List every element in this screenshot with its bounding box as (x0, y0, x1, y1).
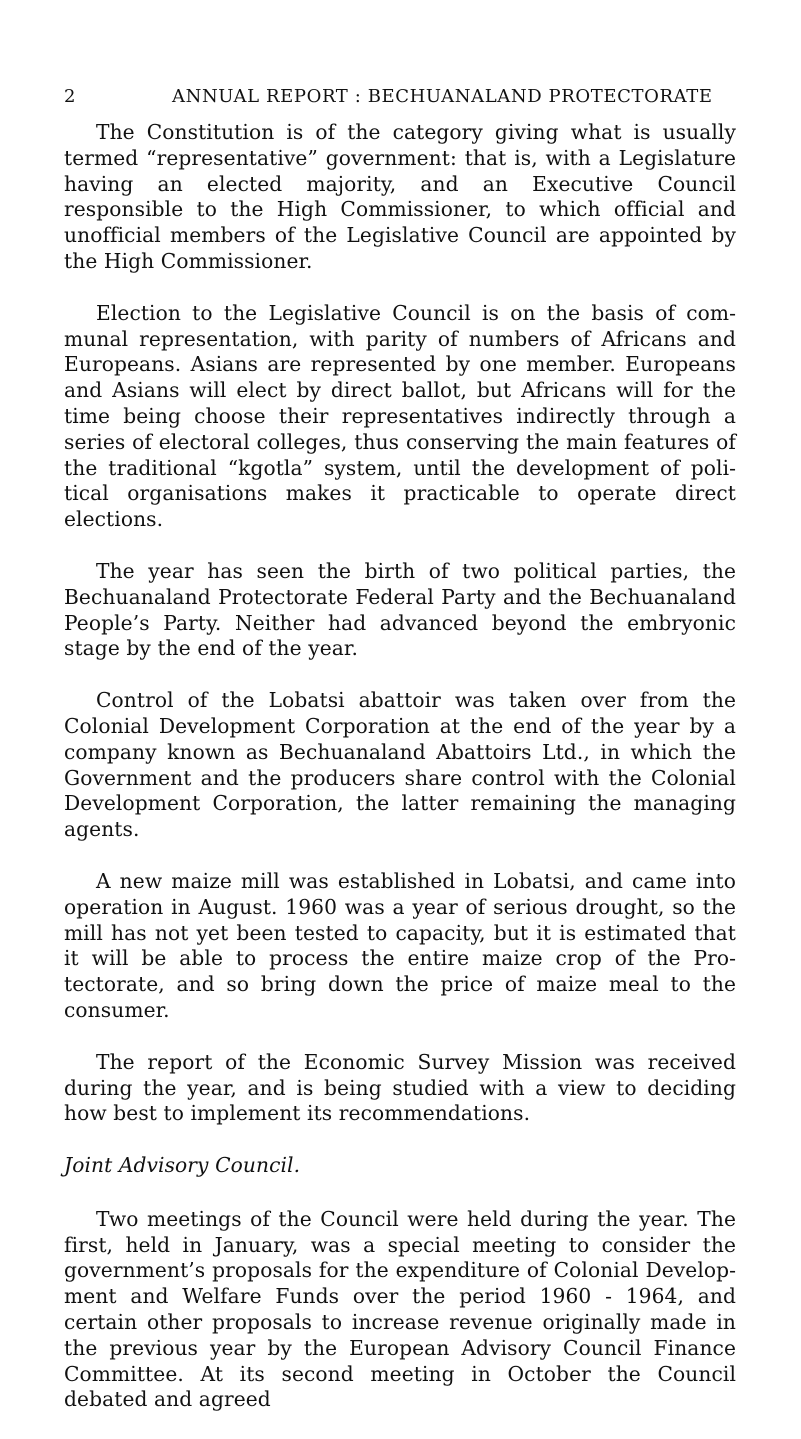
paragraph-maize-mill: A new maize mill was established in Lobatsi, and came into operation in August. 1960 was a year of serious drought, so the mill has not yet been tested to capacity, but it is estimated that it will be able to process the entire maize crop of the Protectorate, and so bring down the price of maize meal to the consumer. (64, 868, 736, 1022)
running-header (64, 86, 713, 114)
section-heading: Joint Advisory Council. (64, 1153, 301, 1178)
paragraph-abattoir: Control of the Lobatsi abattoir was taken over from the Colonial Development Corporation at the end of the year by a company known as Bechuanaland Abattoirs Ltd., in which the Government and the producers share control with the Colonial Development Corporation, the latter remaining the managing agents. (64, 688, 736, 842)
page-number: 2 (64, 86, 77, 107)
paragraph-constitution: The Constitution is of the category giving what is usually termed “representative” government: that is, with a Legislature having an elected majority, and an Executive Council responsible to the High Commissioner, to which official and unofficial members of the Legislative Council are appointed by the High Commissioner. (64, 120, 736, 273)
body-text (64, 120, 736, 1439)
paragraph-council-meetings: Two meetings of the Council were held during the year. The first, held in January, was a special meeting to consider the government’s proposals for the expenditure of Colonial Development and Welfare Funds over the period 1960 - 1964, and certain other proposals to increase revenue originally made in the previous year by the European Advisory Council Finance Committee. At its second meeting in October the Council debated and agreed (64, 1206, 736, 1412)
header-title: ANNUAL REPORT : BECHUANALAND PROTECTORATE (172, 86, 713, 107)
paragraph-political-parties: The year has seen the birth of two political parties, the Bechuanaland Protectorate Federal Party and the Bechuanaland People’s Party. Neither had advanced beyond the embryonic stage by the end of the year. (64, 558, 736, 661)
paragraph-economic-survey: The report of the Economic Survey Mission was received during the year, and is being studied with a view to deciding how best to implement its recommendations. (64, 1049, 736, 1126)
paragraph-election: Election to the Legislative Council is on the basis of communal representation, with parity of numbers of Africans and Europeans. Asians are represented by one member. Europeans and Asians will elect by direct ballot, but Africans will for the time being choose their representatives indirectly through a series of electoral colleges, thus conserving the main features of the traditional “kgotla” system, until the development of political organisations makes it practicable to operate direct elections. (64, 300, 736, 532)
